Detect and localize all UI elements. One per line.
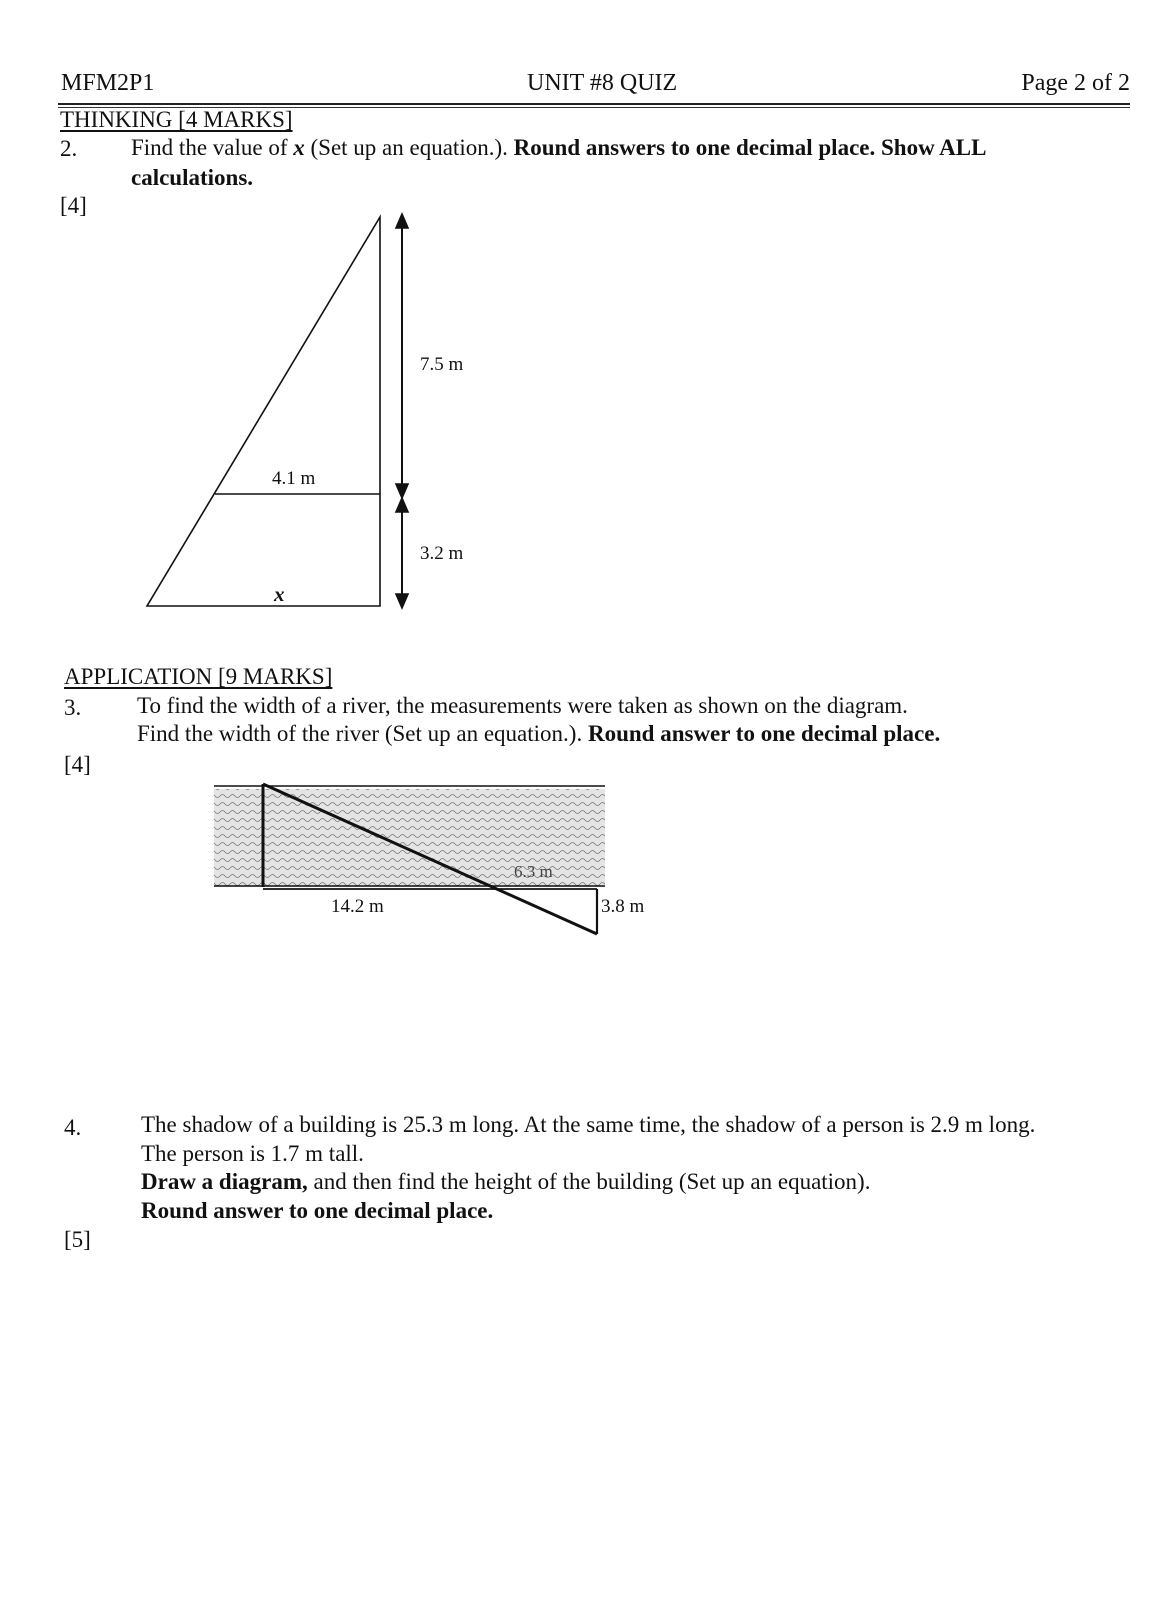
question-4-line-3: Draw a diagram, and then find the height of the building (Set up an equation). (141, 1169, 871, 1194)
question-4-marks: [5] (64, 1227, 91, 1252)
question-4-line-1: The shadow of a building is 25.3 m long. At the same time, the shadow of a person is 2.9 m long. (141, 1112, 1036, 1137)
question-3-line-2: Find the width of the river (Set up an equation.). Round answer to one decimal place. (137, 721, 941, 746)
thinking-heading: THINKING [4 MARKS] (60, 107, 293, 132)
label-14-2-m: 14.2 m (331, 896, 384, 917)
question-2-text: Find the value of x (Set up an equation.). Round answers to one decimal place. Show ALL calculations. (131, 135, 986, 190)
application-heading: APPLICATION [9 MARKS] (64, 664, 333, 689)
label-3-2-m: 3.2 m (420, 543, 464, 564)
label-x: x (274, 582, 285, 606)
course-code: MFM2P1 (61, 70, 155, 96)
label-6-3-m: 6.3 m (514, 862, 553, 881)
question-3-marks: [4] (64, 752, 91, 777)
label-4-1-m: 4.1 m (272, 468, 316, 489)
page-number: Page 2 of 2 (1021, 70, 1130, 96)
question-3-number: 3. (64, 695, 82, 720)
question-2-marks: [4] (60, 193, 87, 218)
question-4-number: 4. (64, 1115, 82, 1140)
label-3-8-m: 3.8 m (601, 896, 645, 917)
question-4-line-2: The person is 1.7 m tall. (141, 1141, 364, 1166)
quiz-title: UNIT #8 QUIZ (527, 70, 678, 96)
question-4-line-4: Round answer to one decimal place. (141, 1198, 494, 1223)
question-2-number: 2. (60, 136, 78, 161)
label-7-5-m: 7.5 m (420, 354, 464, 375)
question-3-line-1: To find the width of a river, the measurements were taken as shown on the diagram. (137, 693, 908, 718)
